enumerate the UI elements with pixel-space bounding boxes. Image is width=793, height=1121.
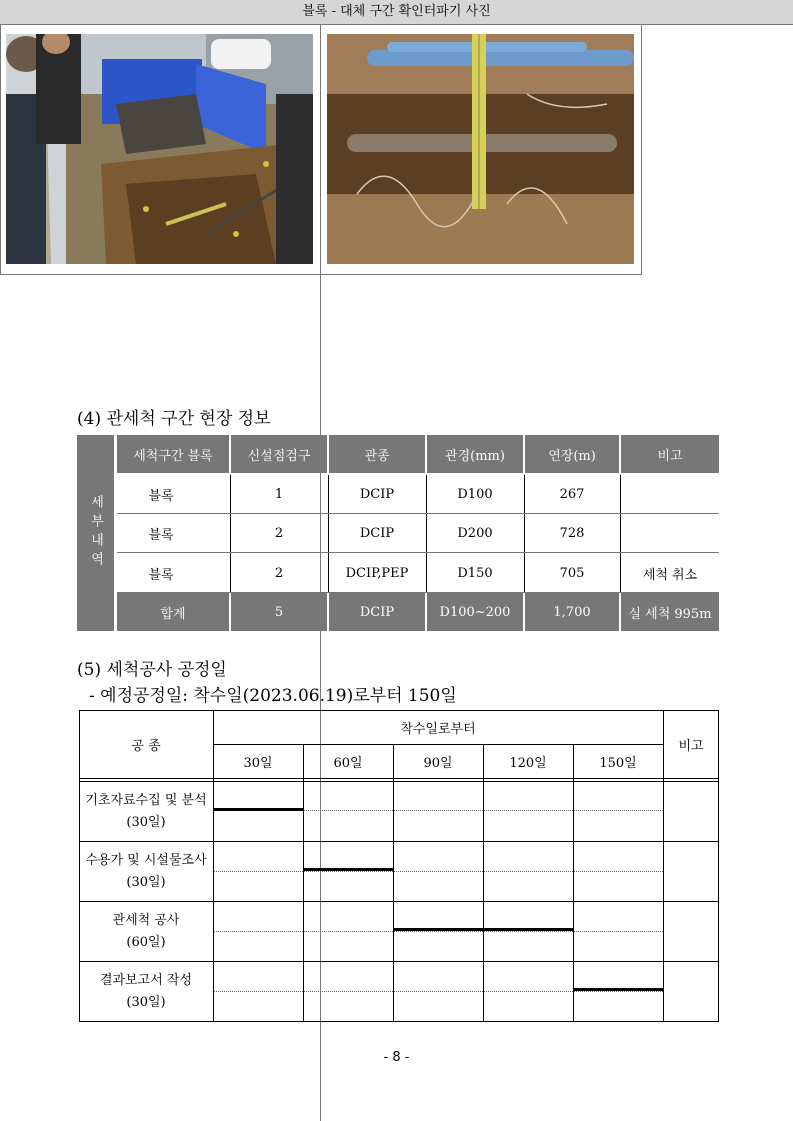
header-pipe-type: 관종 — [329, 435, 425, 473]
row-midline — [214, 991, 663, 992]
task-name: 기초자료수집 및 분석 — [85, 792, 207, 808]
period-90: 90일 — [423, 755, 453, 771]
section5-title: (5) 세척공사 공정일 — [77, 660, 227, 680]
row1-length: 267 — [559, 486, 585, 502]
total-diameter: D100~200 — [427, 593, 523, 631]
side-label: 세부내역 — [77, 435, 114, 631]
grid-line — [483, 744, 484, 1021]
total-inspection: 5 — [231, 593, 327, 631]
row3-pipe-type: DCIP,PEP — [345, 565, 409, 581]
task-row — [79, 902, 213, 961]
grid-line — [328, 475, 329, 592]
header-block: 세척구간 블록 — [117, 435, 229, 473]
gantt-bar — [393, 928, 573, 931]
photo-box — [0, 0, 642, 275]
gantt-bar — [213, 808, 303, 811]
page-number: - 8 - — [383, 1050, 410, 1065]
task-row — [79, 962, 213, 1021]
row1-pipe-type: DCIP — [359, 486, 395, 502]
row1-diameter: D100 — [457, 486, 493, 502]
grid-line — [620, 475, 621, 592]
photo-header: 블록 - 대체 구간 확인터파기 사진 — [0, 0, 793, 25]
task-name: 결과보고서 작성 — [99, 972, 193, 988]
header-note: 비고 — [678, 739, 704, 754]
grid-line — [573, 744, 574, 1021]
row3-note: 세척 취소 — [642, 567, 698, 583]
total-length: 1,700 — [525, 593, 619, 631]
period-60: 60일 — [333, 755, 363, 771]
task-duration: (30일) — [126, 994, 166, 1010]
task-name: 관세척 공사 — [112, 912, 180, 928]
row1-block: 블록 — [148, 488, 174, 504]
grid-line — [79, 1021, 719, 1022]
task-row — [79, 782, 213, 841]
task-name: 수용가 및 시설물조사 — [85, 852, 207, 868]
total-note: 실 세척 995m — [621, 593, 719, 631]
row3-inspection: 2 — [274, 565, 284, 581]
section4-title: (4) 관세척 구간 현장 정보 — [77, 409, 271, 429]
period-120: 120일 — [509, 755, 547, 771]
task-duration: (30일) — [126, 874, 166, 890]
grid-line — [117, 513, 719, 514]
grid-line — [117, 592, 719, 593]
row2-note — [621, 514, 719, 552]
row2-pipe-type: DCIP — [359, 525, 395, 541]
row2-inspection: 2 — [274, 525, 284, 541]
period-30: 30일 — [243, 755, 273, 771]
section5-subtitle: - 예정공정일: 착수일(2023.06.19)로부터 150일 — [89, 686, 457, 706]
header-note: 비고 — [621, 435, 719, 473]
row3-diameter: D150 — [457, 565, 493, 581]
row1-inspection: 1 — [274, 486, 284, 502]
site-excavation-photo — [6, 34, 313, 264]
pipe-info-table — [77, 435, 719, 631]
row3-length: 705 — [559, 565, 585, 581]
header-diameter: 관경(mm) — [427, 435, 523, 473]
grid-line — [303, 744, 304, 1021]
row2-diameter: D200 — [457, 525, 493, 541]
header-from-start: 착수일로부터 — [400, 721, 476, 737]
header-inspection: 신설점검구 — [231, 435, 327, 473]
row2-block: 블록 — [148, 527, 174, 543]
row2-length: 728 — [559, 525, 585, 541]
task-duration: (30일) — [126, 814, 166, 830]
header-length: 연장(m) — [525, 435, 619, 473]
header-work: 공 종 — [131, 739, 161, 754]
grid-line — [230, 475, 231, 592]
gantt-bar — [303, 868, 393, 871]
task-row — [79, 842, 213, 901]
row1-note — [621, 475, 719, 513]
row3-block: 블록 — [148, 567, 174, 583]
schedule-table — [79, 710, 719, 1022]
grid-line — [117, 552, 719, 553]
total-pipe-type: DCIP — [329, 593, 425, 631]
total-label: 합계 — [117, 593, 229, 631]
pipe-exposure-photo — [327, 34, 634, 264]
grid-line — [426, 475, 427, 592]
row-midline — [214, 931, 663, 932]
grid-line — [524, 475, 525, 592]
row-midline — [214, 871, 663, 872]
gantt-bar — [573, 988, 663, 991]
grid-line — [393, 744, 394, 1021]
period-150: 150일 — [599, 755, 637, 771]
task-duration: (60일) — [126, 934, 166, 950]
